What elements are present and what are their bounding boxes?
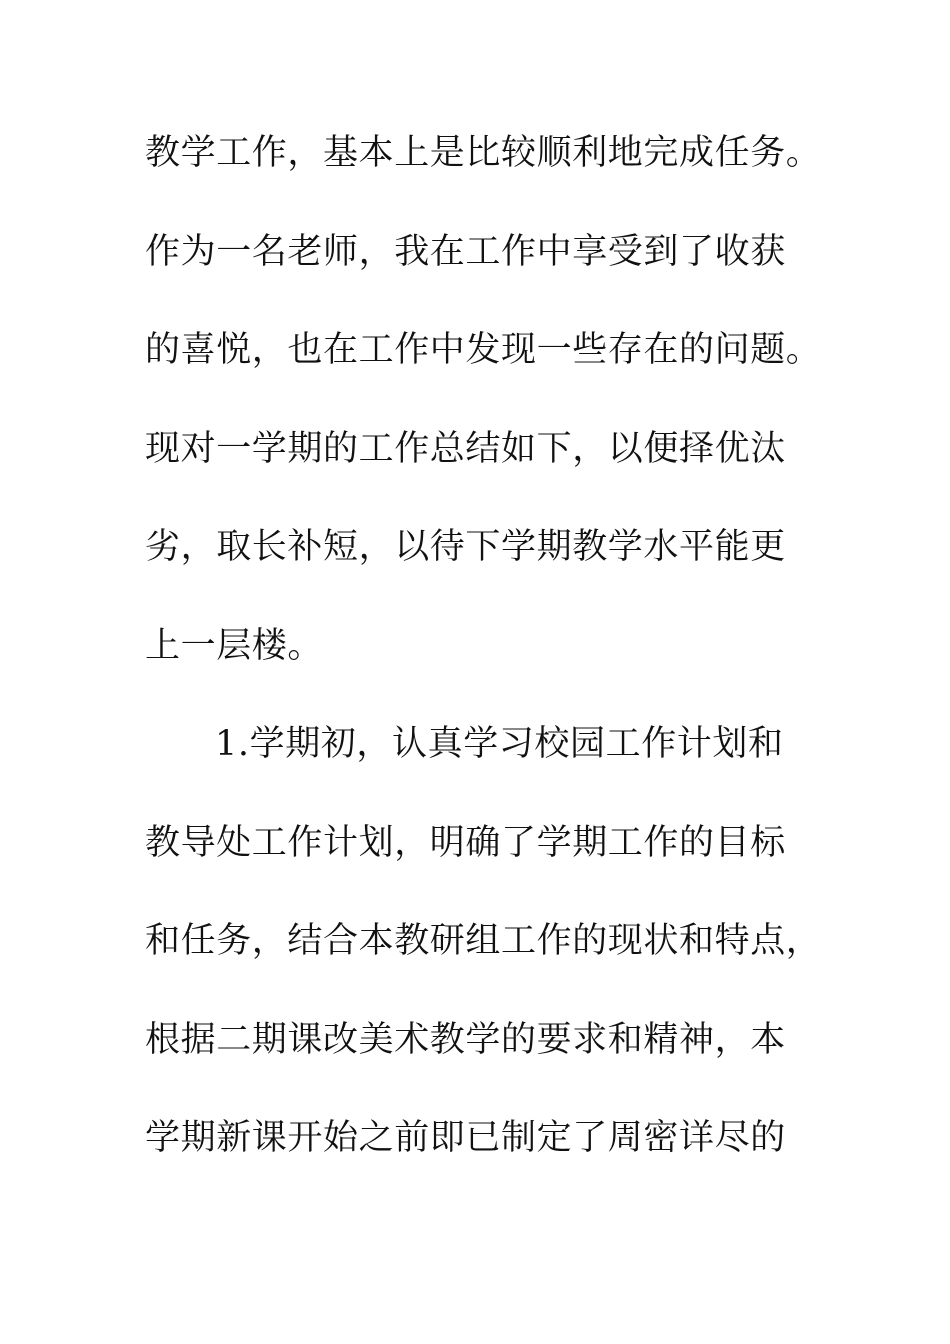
text-line: 劣，取长补短，以待下学期教学水平能更 [145,527,786,567]
body-text [145,118,822,1202]
text-line: 教学工作，基本上是比较顺利地完成任务。 [145,133,822,173]
text-line: 现对一学期的工作总结如下，以便择优汰 [145,428,786,469]
text-line: 作为一名老师，我在工作中享受到了收获 [145,231,786,272]
numbered-paragraph-start: 1.学期初，认真学习校园工作计划和 [215,724,784,764]
text-line: 上一层楼。 [145,625,324,666]
text-line: 根据二期课改美术教学的要求和精神，本 [145,1019,786,1060]
text-line: 和任务，结合本教研组工作的现状和特点， [145,921,822,961]
text-line: 的喜悦，也在工作中发现一些存在的问题。 [145,330,822,370]
text-line: 学期新课开始之前即已制定了周密详尽的 [145,1118,786,1158]
text-line: 教导处工作计划，明确了学期工作的目标 [145,822,786,863]
